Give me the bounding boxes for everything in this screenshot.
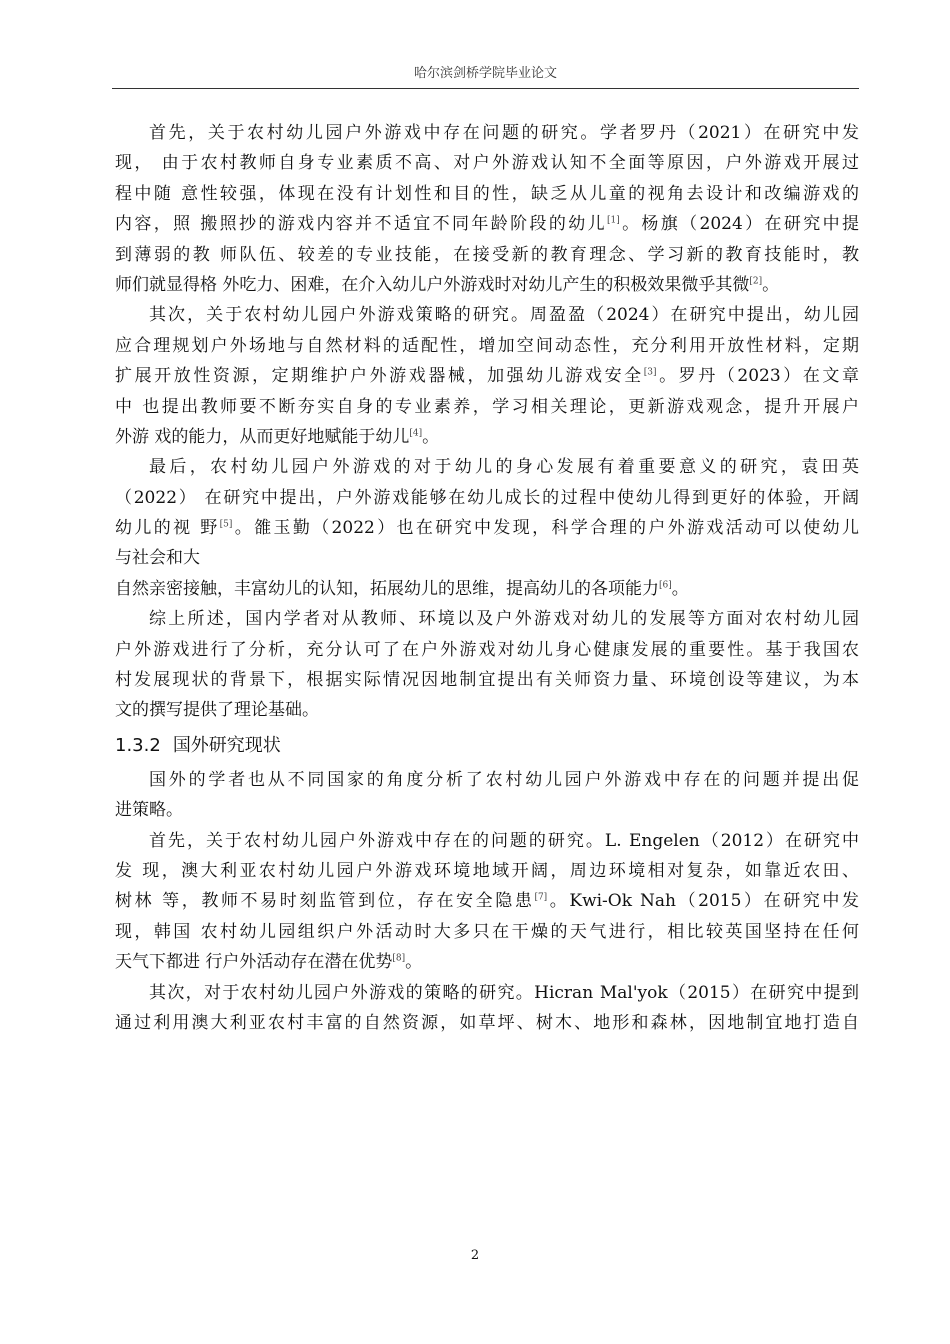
line-text: 通过利用澳大利亚农村丰富的自然资源，如草坪、树木、地形和森林，因地制宜地打造自 bbox=[115, 1012, 859, 1033]
line-text: 综上所述，国内学者对从教师、环境以及户外游戏对幼儿的发展等方面对农村幼儿园 bbox=[149, 609, 859, 630]
citation-marker: [2] bbox=[749, 276, 763, 287]
line-text: 外游 戏的能力，从而更好地赋能于幼儿 bbox=[115, 426, 410, 447]
citation-marker: [7] bbox=[534, 892, 548, 903]
line-text: 应合理规划户外场地与自然材料的适配性，增加空间动态性，充分利用开放性材料，定期 bbox=[115, 335, 859, 356]
text-line bbox=[115, 795, 859, 825]
text-line bbox=[115, 1008, 859, 1038]
line-text: 幼儿的视 野 bbox=[115, 518, 220, 539]
page-number: 2 bbox=[470, 1248, 480, 1263]
text-line bbox=[115, 209, 859, 239]
citation-marker: [3] bbox=[643, 367, 657, 378]
line-text: 户外游戏进行了分析，充分认可了在户外游戏对幼儿身心健康发展的重要性。基于我国农 bbox=[115, 639, 859, 660]
text-line bbox=[115, 574, 859, 604]
citation-marker: [1] bbox=[606, 215, 620, 226]
line-text: 扩展开放性资源，定期维护户外游戏器械，加强幼儿游戏安全 bbox=[115, 366, 644, 387]
section-heading bbox=[115, 727, 859, 765]
text-line bbox=[115, 513, 859, 543]
text-line bbox=[115, 270, 859, 300]
text-line bbox=[115, 118, 859, 148]
line-text: 其次，对于农村幼儿园户外游戏的策略的研究。Hicran Mal'yok（2015）在研究中提到 bbox=[149, 982, 859, 1003]
line-text: 发 现，澳大利亚农村幼儿园户外游戏环境地域开阔，周边环境相对复杂，如靠近农田、 bbox=[115, 860, 859, 881]
text-line bbox=[115, 856, 859, 886]
line-text: 进策略。 bbox=[115, 800, 183, 821]
text-line bbox=[115, 665, 859, 695]
text-line bbox=[115, 179, 859, 209]
line-text: 到薄弱的教 师队伍、较差的专业技能，在接受新的教育理念、学习新的教育技能时，教 bbox=[115, 244, 859, 265]
text-line bbox=[115, 331, 859, 361]
text-line bbox=[115, 452, 859, 482]
line-text: 现，韩国 农村幼儿园组织户外活动时大多只在干燥的天气进行，相比较英国坚持在任何 bbox=[115, 921, 859, 942]
header-divider bbox=[112, 88, 859, 89]
section-title: 国外研究现状 bbox=[172, 734, 281, 756]
line-text-continued: 。 bbox=[762, 274, 780, 295]
line-text: 首先，关于农村幼儿园户外游戏中存在问题的研究。学者罗丹（2021）在研究中发 bbox=[149, 123, 859, 143]
text-line bbox=[115, 978, 859, 1008]
text-line bbox=[115, 422, 859, 452]
citation-marker: [5] bbox=[219, 519, 233, 530]
line-text: 师们就显得格 外吃力、困难，在介入幼儿户外游戏时对幼儿产生的积极效果微乎其微 bbox=[115, 274, 750, 295]
text-line bbox=[115, 543, 859, 573]
text-line bbox=[115, 826, 859, 856]
line-text: 其次，关于农村幼儿园户外游戏策略的研究。周盈盈（2024）在研究中提出，幼儿园 bbox=[149, 305, 859, 326]
line-text: 文的撰写提供了理论基础。 bbox=[115, 700, 319, 721]
line-text-continued: 。 bbox=[405, 952, 423, 973]
running-header: 哈尔滨剑桥学院毕业论文 bbox=[413, 66, 557, 81]
line-text-continued: 。杨旗（2024）在研究中提 bbox=[619, 214, 860, 235]
text-line bbox=[115, 148, 859, 178]
line-text: 现， 由于农村教师自身专业素质不高、对户外游戏认知不全面等原因，户外游戏开展过 bbox=[115, 153, 859, 174]
line-text-continued: 。 bbox=[671, 578, 689, 599]
line-text-continued: 。罗丹（2023）在文章 bbox=[656, 366, 860, 387]
text-line bbox=[115, 392, 859, 422]
section-number: 1.3.2 bbox=[115, 734, 161, 756]
text-line bbox=[115, 635, 859, 665]
line-text: 与社会和大 bbox=[115, 548, 200, 569]
text-line bbox=[115, 361, 859, 391]
line-text: 树林 等，教师不易时刻监管到位，存在安全隐患 bbox=[115, 891, 535, 912]
line-text: 天气下都进 行户外活动存在潜在优势 bbox=[115, 952, 393, 973]
line-text: 首先，关于农村幼儿园户外游戏中存在的问题的研究。L. Engelen（2012）在研究中 bbox=[149, 830, 859, 851]
line-text: 村发展现状的背景下，根据实际情况因地制宜提出有关师资力量、环境创设等建议，为本 bbox=[115, 670, 859, 691]
line-text-continued: 。 bbox=[422, 426, 440, 447]
text-line bbox=[115, 917, 859, 947]
line-text: （2022） 在研究中提出，户外游戏能够在幼儿成长的过程中使幼儿得到更好的体验，开阔 bbox=[115, 487, 859, 508]
citation-marker: [4] bbox=[409, 428, 423, 439]
text-line bbox=[115, 240, 859, 270]
text-line bbox=[115, 947, 859, 977]
line-text-continued: 。Kwi-Ok Nah（2015）在研究中发 bbox=[547, 891, 859, 912]
text-line bbox=[115, 300, 859, 330]
citation-marker: [8] bbox=[392, 953, 406, 964]
line-text: 国外的学者也从不同国家的角度分析了农村幼儿园户外游戏中存在的问题并提出促 bbox=[149, 769, 859, 790]
line-text: 中 也提出教师要不断夯实自身的专业素养，学习相关理论，更新游戏观念，提升开展户 bbox=[115, 396, 859, 417]
text-line bbox=[115, 765, 859, 795]
line-text: 最后，农村幼儿园户外游戏的对于幼儿的身心发展有着重要意义的研究，袁田英 bbox=[149, 457, 859, 478]
text-line bbox=[115, 886, 859, 916]
text-line bbox=[115, 695, 859, 725]
line-text-continued: 。雒玉勤（2022）也在研究中发现，科学合理的户外游戏活动可以使幼儿 bbox=[232, 518, 859, 539]
text-line bbox=[115, 483, 859, 513]
line-text: 内容，照 搬照抄的游戏内容并不适宜不同年龄阶段的幼儿 bbox=[115, 214, 607, 235]
body-text bbox=[115, 118, 859, 1038]
line-text: 自然亲密接触，丰富幼儿的认知，拓展幼儿的思维，提高幼儿的各项能力 bbox=[115, 578, 659, 599]
citation-marker: [6] bbox=[659, 580, 672, 591]
line-text: 程中随 意性较强，体现在没有计划性和目的性，缺乏从儿童的视角去设计和改编游戏的 bbox=[115, 183, 859, 204]
text-line bbox=[115, 604, 859, 634]
